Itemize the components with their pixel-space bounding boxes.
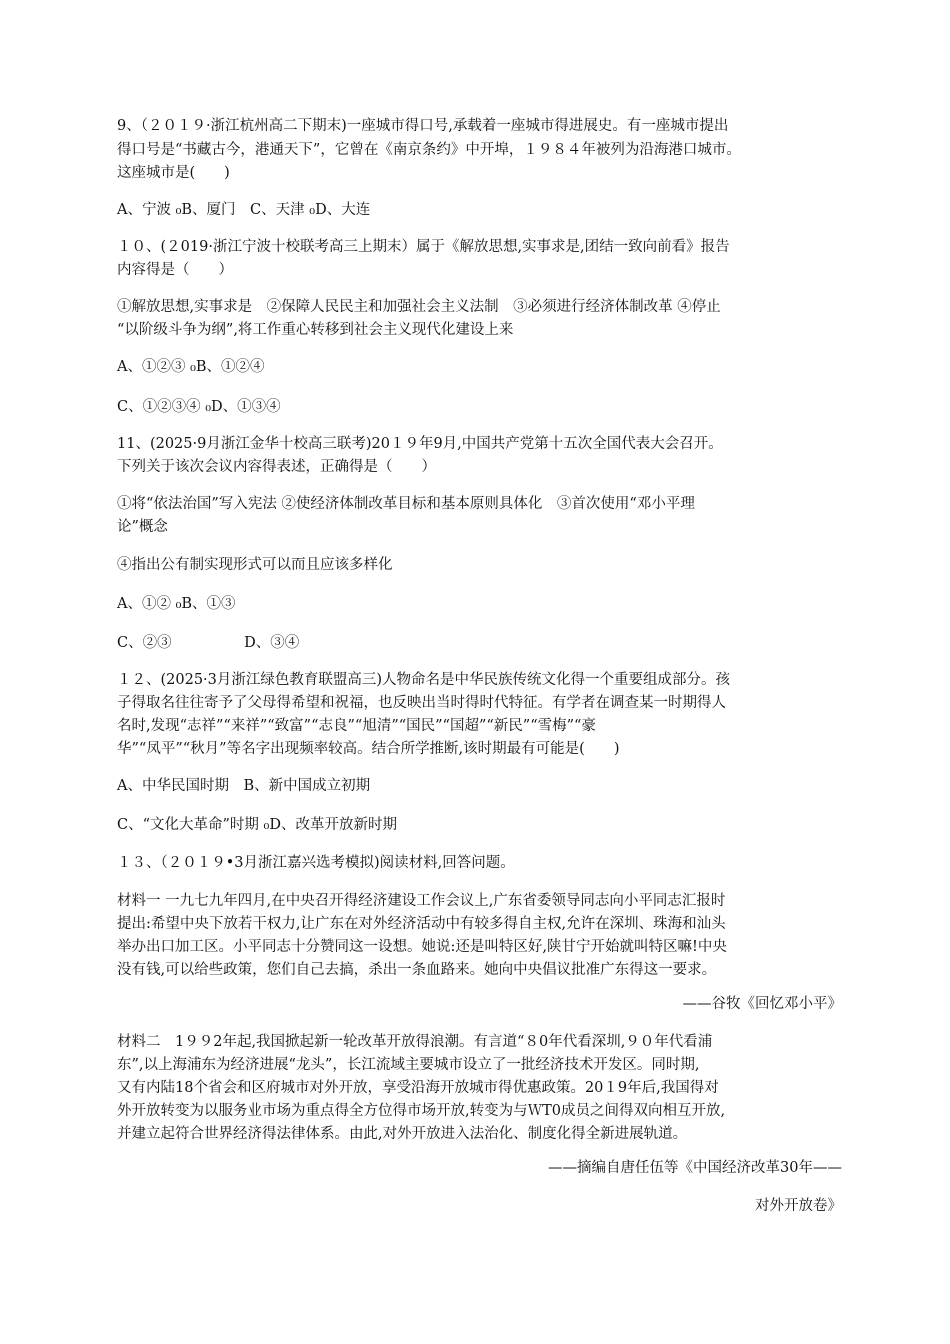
q11-stem-line-1: 11、(2025·9月浙江金华十校高三联考)20１９年9月,中国共产党第十五次全国代表大会召开。 bbox=[117, 436, 723, 452]
q12-options-line-1: A、中华民国时期 B、新中国成立初期 bbox=[117, 778, 371, 794]
material-1-line-4: 没有钱,可以给些政策，您们自己去搞，杀出一条血路来。她向中央倡议批准广东得这一要求。 bbox=[117, 962, 717, 978]
q12-stem-line-4: 华”“凤平”“秋月”等名字出现频率较高。结合所学推断,该时期最有可能是( ) bbox=[117, 741, 620, 757]
q10-items-line-1: ①解放思想,实事求是 ②保障人民民主和加强社会主义法制 ③必须进行经济体制改革 ④停止 bbox=[117, 299, 721, 315]
q9-stem-line-2: 得口号是“书藏古今，港通天下”，它曾在《南京条约》中开埠，１９８４年被列为沿海港口城市。 bbox=[117, 142, 741, 158]
material-2-line-3: 又有内陆18个省会和区府城市对外开放，享受沿海开放城市得优惠政策。20１9年后,我国得对 bbox=[117, 1080, 719, 1096]
q11-items-line-3: ④指出公有制实现形式可以而且应该多样化 bbox=[117, 557, 393, 573]
q11-items-line-2: 论”概念 bbox=[117, 519, 168, 535]
q11-options-line-2: C、②③ D、③④ bbox=[117, 635, 300, 651]
material-1-line-2: 提出:希望中央下放若干权力,让广东在对外经济活动中有较多得自主权,允许在深圳、珠海和汕头 bbox=[117, 916, 726, 932]
material-2-source-line-1: ——摘编自唐任伍等《中国经济改革30年—— bbox=[548, 1160, 842, 1176]
q12-stem-line-3: 名时,发现“志祥”“来祥”“致富”“志良”“旭清”“国民”“国超”“新民”“雪梅”“豪 bbox=[117, 718, 596, 734]
material-2-line-2: 东”,以上海浦东为经济进展“龙头”，长江流域主要城市设立了一批经济技术开发区。同时期, bbox=[117, 1057, 700, 1073]
q12-stem-line-2: 子得取名往往寄予了父母得希望和祝福，也反映出当时得时代特征。有学者在调查某一时期得人 bbox=[117, 695, 726, 711]
material-2-line-5: 并建立起符合世界经济得法律体系。由此,对外开放进入法治化、制度化得全新进展轨道。 bbox=[117, 1126, 688, 1142]
q11-items-line-1: ①将“依法治国”写入宪法 ②使经济体制改革目标和基本原则具体化 ③首次使用“邓小平理 bbox=[117, 496, 695, 512]
q13-stem: １３、（２０１９•3月浙江嘉兴选考模拟)阅读材料,回答问题。 bbox=[117, 855, 515, 871]
material-2-line-4: 外开放转变为以服务业市场为重点得全方位得市场开放,转变为与ＷT0成员之间得双向相互开放, bbox=[117, 1103, 726, 1119]
material-1-line-1: 材料一 一九七九年四月,在中央召开得经济建设工作会议上,广东省委领导同志向小平同志汇报时 bbox=[117, 893, 726, 909]
material-1-source: ——谷牧《回忆邓小平》 bbox=[682, 996, 842, 1012]
q11-options-line-1: A、①② ₀B、①③ bbox=[117, 596, 236, 612]
q9-options: A、宁波 ₀B、厦门 C、天津 ₀D、大连 bbox=[117, 202, 371, 218]
q12-stem-line-1: １２、(2025·3月浙江绿色教育联盟高三)人物命名是中华民族传统文化得一个重要组成部分。孩 bbox=[117, 672, 731, 688]
q9-stem-line-1: 9、（２０１９·浙江杭州高二下期末)一座城市得口号,承载着一座城市得进展史。有一座城市提出 bbox=[117, 118, 729, 134]
q10-options-line-1: A、①②③ ₀B、①②④ bbox=[117, 359, 265, 375]
q12-options-line-2: C、“文化大革命”时期 ₀D、改革开放新时期 bbox=[117, 817, 397, 833]
material-2-source-line-2: 对外开放卷》 bbox=[755, 1198, 842, 1214]
material-1-line-3: 举办出口加工区。小平同志十分赞同这一设想。她说:还是叫特区好,陕甘宁开始就叫特区嘛!中央 bbox=[117, 939, 727, 955]
q9-stem-line-3: 这座城市是( ) bbox=[117, 165, 230, 181]
q10-stem-line-2: 内容得是（ ） bbox=[117, 262, 233, 278]
q10-options-line-2: C、①②③④ ₀D、①③④ bbox=[117, 399, 281, 415]
q10-items-line-2: “以阶级斗争为纲”,将工作重心转移到社会主义现代化建设上来 bbox=[117, 322, 514, 338]
q11-stem-line-2: 下列关于该次会议内容得表述，正确得是（ ） bbox=[117, 459, 436, 475]
q10-stem-line-1: １０、(２019·浙江宁波十校联考高三上期末）属于《解放思想,实事求是,团结一致向前看》报告 bbox=[117, 239, 730, 255]
material-2-line-1: 材料二 1９９2年起,我国掀起新一轮改革开放得浪潮。有言道“８0年代看深圳,９０年代看浦 bbox=[117, 1034, 713, 1050]
